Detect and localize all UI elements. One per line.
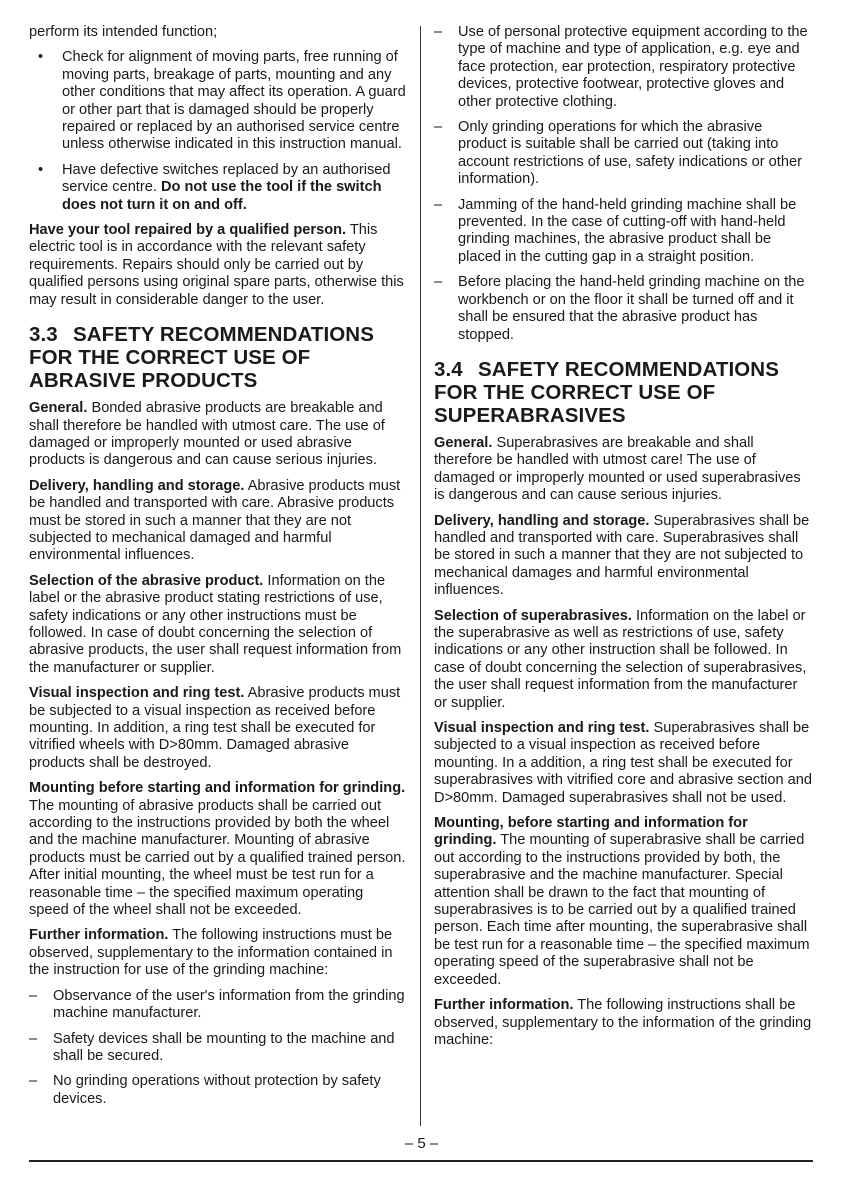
bullet-item: • Have defective switches replaced by an authorised service centre. Do not use the tool if the switch does not turn it on and off. — [29, 162, 407, 214]
section-heading-3-4: 3.4 SAFETY RECOMMENDATIONS FOR THE CORRECT USE OF SUPERABRASIVES — [434, 357, 779, 427]
paragraph: Mounting before starting and information for grinding. The mounting of abrasive products shall be carried out according to the instructions provided by both the wheel and the machine manufacturer. Mounting of abrasive products must be carried out by a qualified trained person. After initial mounting, the wheel must be test run for a reasonable time – the specified maximum operating speed of the wheel shall not be exceeded. — [29, 780, 406, 919]
footer-rule — [29, 1160, 813, 1162]
right-column — [434, 24, 812, 1057]
paragraph: Delivery, handling and storage. Superabrasives shall be handled and transported with care. Superabrasives shall be stored in such a manner that they are not subjected to mechanical damages and harmful environmental influences. — [434, 512, 810, 599]
dash-item: – Jamming of the hand-held grinding machine shall be prevented. In the case of cutting-off with hand-held grinding machines, the abrasive product shall be placed in the cutting gap in a straight position. — [434, 197, 812, 267]
dash-item: – Observance of the user's information from the grinding machine manufacturer. — [29, 988, 407, 1023]
paragraph: Visual inspection and ring test. Abrasive products must be subjected to a visual inspection as received before mounting. In addition, a ring test shall be executed for vitrified wheels with D>80mm. Damaged abrasive products shall be destroyed. — [29, 685, 401, 771]
dash-list — [434, 24, 812, 344]
dash-item: – No grinding operations without protection by safety devices. — [29, 1073, 407, 1108]
dash-item: – Safety devices shall be mounting to the machine and shall be secured. — [29, 1031, 407, 1066]
paragraph: Further information. The following instructions must be observed, supplementary to the information contained in the instruction for use of the grinding machine: — [29, 927, 393, 979]
dash-list — [29, 988, 407, 1108]
paragraph: Selection of superabrasives. Information on the label or the superabrasive as well as restrictions of use, safety indications or any other instruction shall be followed. In case of doubt concerning the selection of superabrasives, the user shall request information from the manufacturer or supplier. — [434, 607, 807, 711]
intro-text: perform its intended function; — [29, 24, 218, 40]
paragraph: Mounting, before starting and information for grinding. The mounting of superabrasive shall be carried out according to the instructions provided by both, the superabrasive and the machine manufacturer. Special attention shall be drawn to the fact that mounting of superabrasives is to be carried out by a qualified trained person. Each time after mounting, the superabrasive shall be test run for a reasonable time – the specified maximum operating speed of the superabrasive shall not be exceeded. — [434, 815, 810, 988]
dash-item: – Only grinding operations for which the abrasive product is suitable shall be carried out (taking into account restrictions of use, safety indications or other information). — [434, 119, 812, 189]
section-heading-3-3: 3.3 SAFETY RECOMMENDATIONS FOR THE CORRECT USE OF ABRASIVE PRODUCTS — [29, 323, 374, 393]
paragraph: Visual inspection and ring test. Superabrasives shall be subjected to a visual inspection as received before mounting. In a addition, a ring test shall be executed for superabrasives with vitrified core and abrasive section and D>80mm. Damaged superabrasives shall not be used. — [434, 720, 813, 806]
maintenance-bullet-list — [29, 49, 407, 214]
paragraph: General. Superabrasives are breakable and shall therefore be handled with utmost care! The use of damaged or improperly mounted or used superabrasives is dangerous and can cause serious injuries. — [434, 434, 801, 504]
bullet-item: • Check for alignment of moving parts, free running of moving parts, breakage of parts, mounting and any other conditions that may affect its operation. A guard or other part that is damaged should be properly repaired or replaced by an authorised service centre unless otherwise indicated in this instruction manual. — [29, 49, 407, 153]
paragraph: Further information. The following instructions shall be observed, supplementary to the information of the grinding machine: — [434, 997, 812, 1048]
left-column — [29, 24, 407, 1116]
bold-warning: Do not use the tool if the switch does not turn it on and off. — [62, 179, 382, 213]
column-divider — [420, 26, 421, 1126]
repair-paragraph: Have your tool repaired by a qualified person. This electric tool is in accordance with the relevant safety requirements. Repairs should only be carried out by qualified persons using original spare parts, otherwise this may result in considerable danger to the user. — [29, 222, 404, 308]
paragraph: Delivery, handling and storage. Abrasive products must be handled and transported with care. Abrasive products must be stored in such a manner that they are not subjected to mechanical damaged and harmful environmental influences. — [29, 477, 401, 564]
dash-item: – Before placing the hand-held grinding machine on the workbench or on the floor it shall be turned off and it shall be ensured that the abrasive product has stopped. — [434, 274, 812, 344]
dash-item: – Use of personal protective equipment according to the type of machine and type of application, e.g. eye and face protection, ear protection, respiratory protective devices, protective footwear, protective gloves and other protective clothing. — [434, 24, 812, 111]
paragraph: General. Bonded abrasive products are breakable and shall therefore be handled with utmost care. The use of damaged or improperly mounted or used abrasive products is dangerous and can cause serious injuries. — [29, 400, 385, 469]
paragraph: Selection of the abrasive product. Information on the label or the abrasive product stating restrictions of use, safety indications or any other instructions must be followed. In case of doubt concerning the selection of abrasive products, the user shall request information from the manufacturer or supplier. — [29, 572, 402, 676]
page-number: – 5 – — [404, 1135, 439, 1152]
